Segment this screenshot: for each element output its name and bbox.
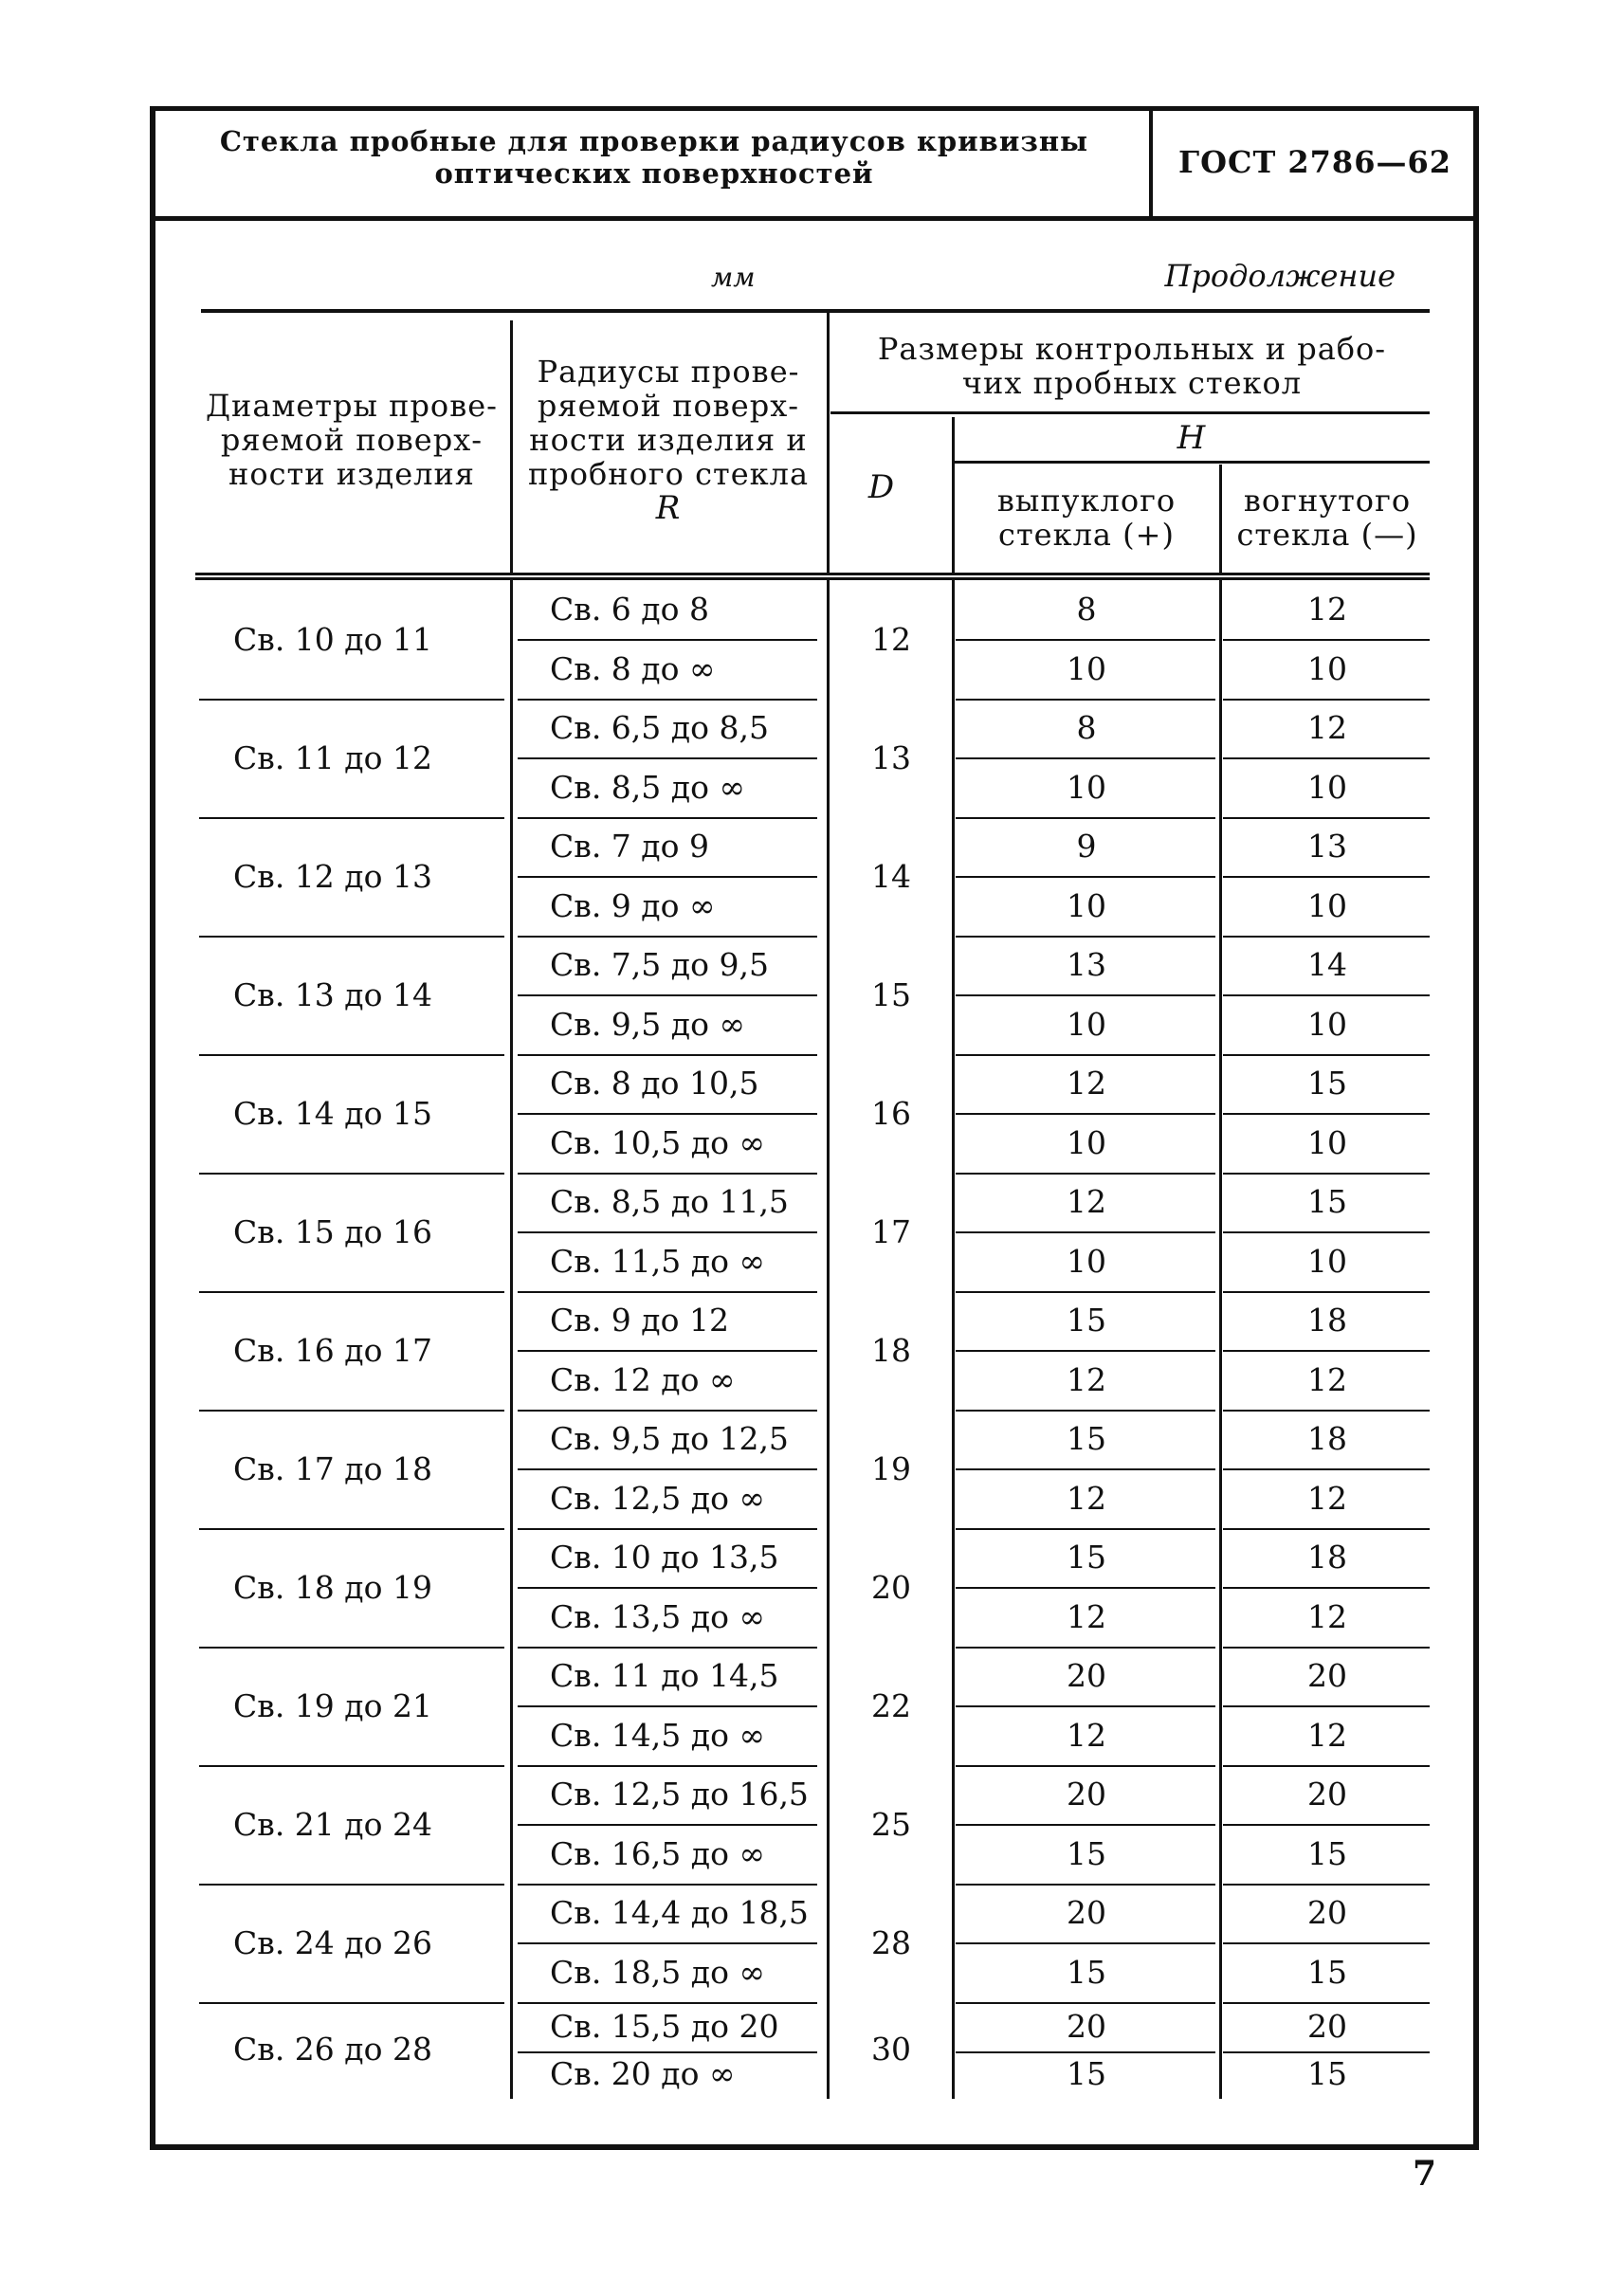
concave-cell: 15 bbox=[1307, 2055, 1347, 2092]
header-diameter-line: ности изделия bbox=[228, 456, 475, 492]
subrow-rule-concave bbox=[1223, 639, 1430, 641]
radius-cell: Св. 18,5 до ∞ bbox=[550, 1953, 765, 1991]
group-rule-diameter bbox=[199, 2002, 504, 2004]
radius-cell: Св. 10,5 до ∞ bbox=[550, 1123, 765, 1161]
radius-cell: Св. 9 до 12 bbox=[550, 1302, 729, 1339]
subrow-rule-convex bbox=[956, 876, 1215, 878]
group-rule-concave bbox=[1223, 2002, 1430, 2004]
concave-cell: 15 bbox=[1307, 1953, 1347, 1991]
group-rule-concave bbox=[1223, 1765, 1430, 1767]
concave-cell: 10 bbox=[1307, 1242, 1347, 1280]
group-rule-concave bbox=[1223, 699, 1430, 701]
diameter-cell: Св. 12 до 13 bbox=[233, 857, 432, 895]
subrow-rule-radius bbox=[518, 1350, 817, 1352]
group-rule-radius bbox=[518, 1647, 817, 1649]
radius-cell: Св. 13,5 до ∞ bbox=[550, 1597, 765, 1635]
header-radius-line: ряемой поверх- bbox=[537, 388, 800, 424]
convex-cell: 10 bbox=[1067, 1123, 1106, 1161]
subrow-rule-convex bbox=[956, 1942, 1215, 1944]
units-label: мм bbox=[711, 262, 756, 293]
diameter-cell: Св. 13 до 14 bbox=[233, 975, 432, 1013]
diameter-cell: Св. 11 до 12 bbox=[233, 738, 432, 776]
concave-cell: 13 bbox=[1307, 828, 1347, 865]
subrow-rule-radius bbox=[518, 757, 817, 759]
radius-cell: Св. 10 до 13,5 bbox=[550, 1539, 779, 1576]
radius-cell: Св. 12,5 до ∞ bbox=[550, 1479, 765, 1517]
subrow-rule-convex bbox=[956, 1113, 1215, 1115]
subrow-rule-concave bbox=[1223, 876, 1430, 878]
group-rule-concave bbox=[1223, 1528, 1430, 1530]
group-rule-radius bbox=[518, 1291, 817, 1293]
group-rule-diameter bbox=[199, 1291, 504, 1293]
group-rule-concave bbox=[1223, 1054, 1430, 1056]
concave-cell: 12 bbox=[1307, 1716, 1347, 1754]
d-cell: 25 bbox=[871, 1805, 911, 1843]
convex-cell: 12 bbox=[1067, 1479, 1106, 1517]
group-rule-convex bbox=[956, 817, 1215, 819]
header-diameter-line: ряемой поверх- bbox=[220, 422, 484, 458]
convex-cell: 12 bbox=[1067, 1597, 1106, 1635]
group-rule-radius bbox=[518, 699, 817, 701]
subrow-rule-radius bbox=[518, 1824, 817, 1826]
d-cell: 17 bbox=[871, 1212, 911, 1250]
radius-cell: Св. 12 до ∞ bbox=[550, 1360, 736, 1398]
concave-cell: 12 bbox=[1307, 1479, 1347, 1517]
group-rule-convex bbox=[956, 699, 1215, 701]
d-cell: 22 bbox=[871, 1686, 911, 1724]
concave-cell: 10 bbox=[1307, 1005, 1347, 1043]
header-convex-line: выпуклого bbox=[996, 483, 1177, 519]
subrow-rule-radius bbox=[518, 1587, 817, 1589]
convex-cell: 12 bbox=[1067, 1065, 1106, 1102]
subrow-rule-radius bbox=[518, 1231, 817, 1233]
d-cell: 30 bbox=[871, 2031, 911, 2068]
radius-cell: Св. 15,5 до 20 bbox=[550, 2008, 779, 2045]
header-d-symbol: D bbox=[867, 468, 896, 506]
convex-cell: 15 bbox=[1067, 1539, 1106, 1576]
concave-cell: 20 bbox=[1307, 2008, 1347, 2045]
d-cell: 14 bbox=[871, 857, 911, 895]
d-cell: 12 bbox=[871, 620, 911, 658]
header-h-symbol: H bbox=[1177, 419, 1207, 457]
subrow-rule-radius bbox=[518, 639, 817, 641]
group-rule-concave bbox=[1223, 1884, 1430, 1886]
diameter-cell: Св. 24 до 26 bbox=[233, 1923, 432, 1961]
group-rule-convex bbox=[956, 1054, 1215, 1056]
subrow-rule-concave bbox=[1223, 1587, 1430, 1589]
group-rule-radius bbox=[518, 1054, 817, 1056]
convex-cell: 12 bbox=[1067, 1183, 1106, 1220]
subrow-rule-convex bbox=[956, 1468, 1215, 1470]
group-rule-convex bbox=[956, 1291, 1215, 1293]
concave-cell: 12 bbox=[1307, 1360, 1347, 1398]
convex-cell: 10 bbox=[1067, 1005, 1106, 1043]
subrow-rule-convex bbox=[956, 1231, 1215, 1233]
d-cell: 16 bbox=[871, 1094, 911, 1132]
diameter-cell: Св. 21 до 24 bbox=[233, 1805, 432, 1843]
group-rule-concave bbox=[1223, 936, 1430, 938]
concave-cell: 20 bbox=[1307, 1894, 1347, 1931]
group-rule-convex bbox=[956, 1173, 1215, 1175]
concave-cell: 10 bbox=[1307, 649, 1347, 687]
group-rule-diameter bbox=[199, 1765, 504, 1767]
subrow-rule-concave bbox=[1223, 1468, 1430, 1470]
subrow-rule-concave bbox=[1223, 1350, 1430, 1352]
group-rule-radius bbox=[518, 2002, 817, 2004]
concave-cell: 10 bbox=[1307, 768, 1347, 806]
concave-cell: 10 bbox=[1307, 1123, 1347, 1161]
header-sizes-line: чих пробных стекол bbox=[961, 365, 1303, 401]
header-sizes-line: Размеры контрольных и рабо- bbox=[877, 331, 1387, 367]
convex-cell: 20 bbox=[1067, 1894, 1106, 1931]
group-rule-convex bbox=[956, 936, 1215, 938]
convex-cell: 20 bbox=[1067, 1657, 1106, 1694]
radius-cell: Св. 9,5 до 12,5 bbox=[550, 1420, 789, 1457]
page-number: 7 bbox=[1413, 2154, 1437, 2194]
radius-cell: Св. 6 до 8 bbox=[550, 591, 709, 628]
radius-cell: Св. 8 до ∞ bbox=[550, 649, 716, 687]
subrow-rule-convex bbox=[956, 1705, 1215, 1707]
radius-cell: Св. 11 до 14,5 bbox=[550, 1657, 779, 1694]
diameter-cell: Св. 17 до 18 bbox=[233, 1449, 432, 1487]
group-rule-radius bbox=[518, 1410, 817, 1412]
concave-cell: 12 bbox=[1307, 591, 1347, 628]
concave-cell: 12 bbox=[1307, 1597, 1347, 1635]
convex-cell: 10 bbox=[1067, 1242, 1106, 1280]
subrow-rule-radius bbox=[518, 2051, 817, 2053]
standard-number: ГОСТ 2786—62 bbox=[1178, 144, 1451, 180]
subrow-rule-concave bbox=[1223, 757, 1430, 759]
group-rule-radius bbox=[518, 936, 817, 938]
group-rule-diameter bbox=[199, 936, 504, 938]
group-rule-radius bbox=[518, 1884, 817, 1886]
group-rule-convex bbox=[956, 1647, 1215, 1649]
subrow-rule-convex bbox=[956, 1824, 1215, 1826]
concave-cell: 12 bbox=[1307, 709, 1347, 746]
group-rule-diameter bbox=[199, 1173, 504, 1175]
convex-cell: 20 bbox=[1067, 1776, 1106, 1813]
group-rule-radius bbox=[518, 1173, 817, 1175]
group-rule-radius bbox=[518, 1765, 817, 1767]
group-rule-concave bbox=[1223, 1291, 1430, 1293]
subrow-rule-radius bbox=[518, 1942, 817, 1944]
subrow-rule-convex bbox=[956, 757, 1215, 759]
radius-cell: Св. 20 до ∞ bbox=[550, 2055, 736, 2092]
group-rule-radius bbox=[518, 817, 817, 819]
radius-cell: Св. 14,5 до ∞ bbox=[550, 1716, 765, 1754]
subrow-rule-convex bbox=[956, 2051, 1215, 2053]
radius-cell: Св. 11,5 до ∞ bbox=[550, 1242, 765, 1280]
continued-label: Продолжение bbox=[1164, 258, 1396, 294]
subrow-rule-radius bbox=[518, 1468, 817, 1470]
convex-cell: 9 bbox=[1076, 828, 1097, 865]
header-radius-line: пробного стекла bbox=[527, 456, 810, 492]
d-cell: 20 bbox=[871, 1568, 911, 1606]
group-rule-convex bbox=[956, 1528, 1215, 1530]
concave-cell: 20 bbox=[1307, 1657, 1347, 1694]
header-radius-line: Радиусы прове- bbox=[537, 354, 800, 390]
diameter-cell: Св. 14 до 15 bbox=[233, 1094, 432, 1132]
subrow-rule-concave bbox=[1223, 1942, 1430, 1944]
diameter-cell: Св. 19 до 21 bbox=[233, 1686, 432, 1724]
diameter-cell: Св. 18 до 19 bbox=[233, 1568, 432, 1606]
group-rule-diameter bbox=[199, 817, 504, 819]
radius-cell: Св. 14,4 до 18,5 bbox=[550, 1894, 809, 1931]
group-rule-concave bbox=[1223, 1410, 1430, 1412]
radius-cell: Св. 12,5 до 16,5 bbox=[550, 1776, 809, 1813]
diameter-cell: Св. 10 до 11 bbox=[233, 620, 432, 658]
subrow-rule-concave bbox=[1223, 1824, 1430, 1826]
convex-cell: 15 bbox=[1067, 1953, 1106, 1991]
subrow-rule-concave bbox=[1223, 1113, 1430, 1115]
group-rule-diameter bbox=[199, 699, 504, 701]
radius-cell: Св. 7 до 9 bbox=[550, 828, 709, 865]
d-cell: 19 bbox=[871, 1449, 911, 1487]
subrow-rule-concave bbox=[1223, 2051, 1430, 2053]
subrow-rule-convex bbox=[956, 1350, 1215, 1352]
convex-cell: 15 bbox=[1067, 1420, 1106, 1457]
group-rule-convex bbox=[956, 1410, 1215, 1412]
d-cell: 15 bbox=[871, 975, 911, 1013]
convex-cell: 8 bbox=[1076, 591, 1097, 628]
convex-cell: 15 bbox=[1067, 1834, 1106, 1872]
subrow-rule-radius bbox=[518, 876, 817, 878]
group-rule-concave bbox=[1223, 1647, 1430, 1649]
concave-cell: 15 bbox=[1307, 1183, 1347, 1220]
concave-cell: 10 bbox=[1307, 886, 1347, 924]
concave-cell: 18 bbox=[1307, 1302, 1347, 1339]
concave-cell: 15 bbox=[1307, 1065, 1347, 1102]
concave-cell: 15 bbox=[1307, 1834, 1347, 1872]
header-convex-line: стекла (+) bbox=[998, 517, 1175, 553]
convex-cell: 8 bbox=[1076, 709, 1097, 746]
radius-cell: Св. 8,5 до ∞ bbox=[550, 768, 745, 806]
radius-cell: Св. 9,5 до ∞ bbox=[550, 1005, 745, 1043]
convex-cell: 15 bbox=[1067, 2055, 1106, 2092]
d-cell: 18 bbox=[871, 1331, 911, 1369]
convex-cell: 13 bbox=[1067, 946, 1106, 983]
radius-cell: Св. 6,5 до 8,5 bbox=[550, 709, 769, 746]
convex-cell: 10 bbox=[1067, 768, 1106, 806]
d-cell: 28 bbox=[871, 1923, 911, 1961]
document-title-line-1: Стекла пробные для проверки радиусов кривизны bbox=[219, 125, 1089, 157]
concave-cell: 14 bbox=[1307, 946, 1347, 983]
convex-cell: 12 bbox=[1067, 1360, 1106, 1398]
group-rule-radius bbox=[518, 1528, 817, 1530]
group-rule-diameter bbox=[199, 1528, 504, 1530]
group-rule-diameter bbox=[199, 1410, 504, 1412]
radius-cell: Св. 8 до 10,5 bbox=[550, 1065, 759, 1102]
concave-cell: 18 bbox=[1307, 1420, 1347, 1457]
diameter-cell: Св. 26 до 28 bbox=[233, 2031, 432, 2068]
header-radius-symbol: R bbox=[655, 489, 682, 527]
d-cell: 13 bbox=[871, 738, 911, 776]
group-rule-concave bbox=[1223, 1173, 1430, 1175]
radius-cell: Св. 9 до ∞ bbox=[550, 886, 716, 924]
convex-cell: 20 bbox=[1067, 2008, 1106, 2045]
header-radius-line: ности изделия и bbox=[529, 422, 808, 458]
concave-cell: 20 bbox=[1307, 1776, 1347, 1813]
subrow-rule-radius bbox=[518, 1113, 817, 1115]
subrow-rule-radius bbox=[518, 994, 817, 996]
convex-cell: 10 bbox=[1067, 886, 1106, 924]
convex-cell: 10 bbox=[1067, 649, 1106, 687]
concave-cell: 18 bbox=[1307, 1539, 1347, 1576]
header-concave-line: вогнутого bbox=[1243, 483, 1412, 519]
convex-cell: 15 bbox=[1067, 1302, 1106, 1339]
diameter-cell: Св. 16 до 17 bbox=[233, 1331, 432, 1369]
group-rule-diameter bbox=[199, 1647, 504, 1649]
subrow-rule-convex bbox=[956, 1587, 1215, 1589]
group-rule-convex bbox=[956, 2002, 1215, 2004]
group-rule-convex bbox=[956, 1765, 1215, 1767]
subrow-rule-radius bbox=[518, 1705, 817, 1707]
group-rule-concave bbox=[1223, 817, 1430, 819]
header-concave-line: стекла (—) bbox=[1236, 517, 1418, 553]
subrow-rule-convex bbox=[956, 994, 1215, 996]
group-rule-diameter bbox=[199, 1884, 504, 1886]
radius-cell: Св. 7,5 до 9,5 bbox=[550, 946, 769, 983]
radius-cell: Св. 16,5 до ∞ bbox=[550, 1834, 765, 1872]
group-rule-diameter bbox=[199, 1054, 504, 1056]
subrow-rule-convex bbox=[956, 639, 1215, 641]
document-title-line-2: оптических поверхностей bbox=[434, 157, 874, 190]
header-diameter-line: Диаметры прове- bbox=[206, 388, 498, 424]
subrow-rule-concave bbox=[1223, 1231, 1430, 1233]
subrow-rule-concave bbox=[1223, 994, 1430, 996]
convex-cell: 12 bbox=[1067, 1716, 1106, 1754]
diameter-cell: Св. 15 до 16 bbox=[233, 1212, 432, 1250]
group-rule-convex bbox=[956, 1884, 1215, 1886]
radius-cell: Св. 8,5 до 11,5 bbox=[550, 1183, 789, 1220]
subrow-rule-concave bbox=[1223, 1705, 1430, 1707]
